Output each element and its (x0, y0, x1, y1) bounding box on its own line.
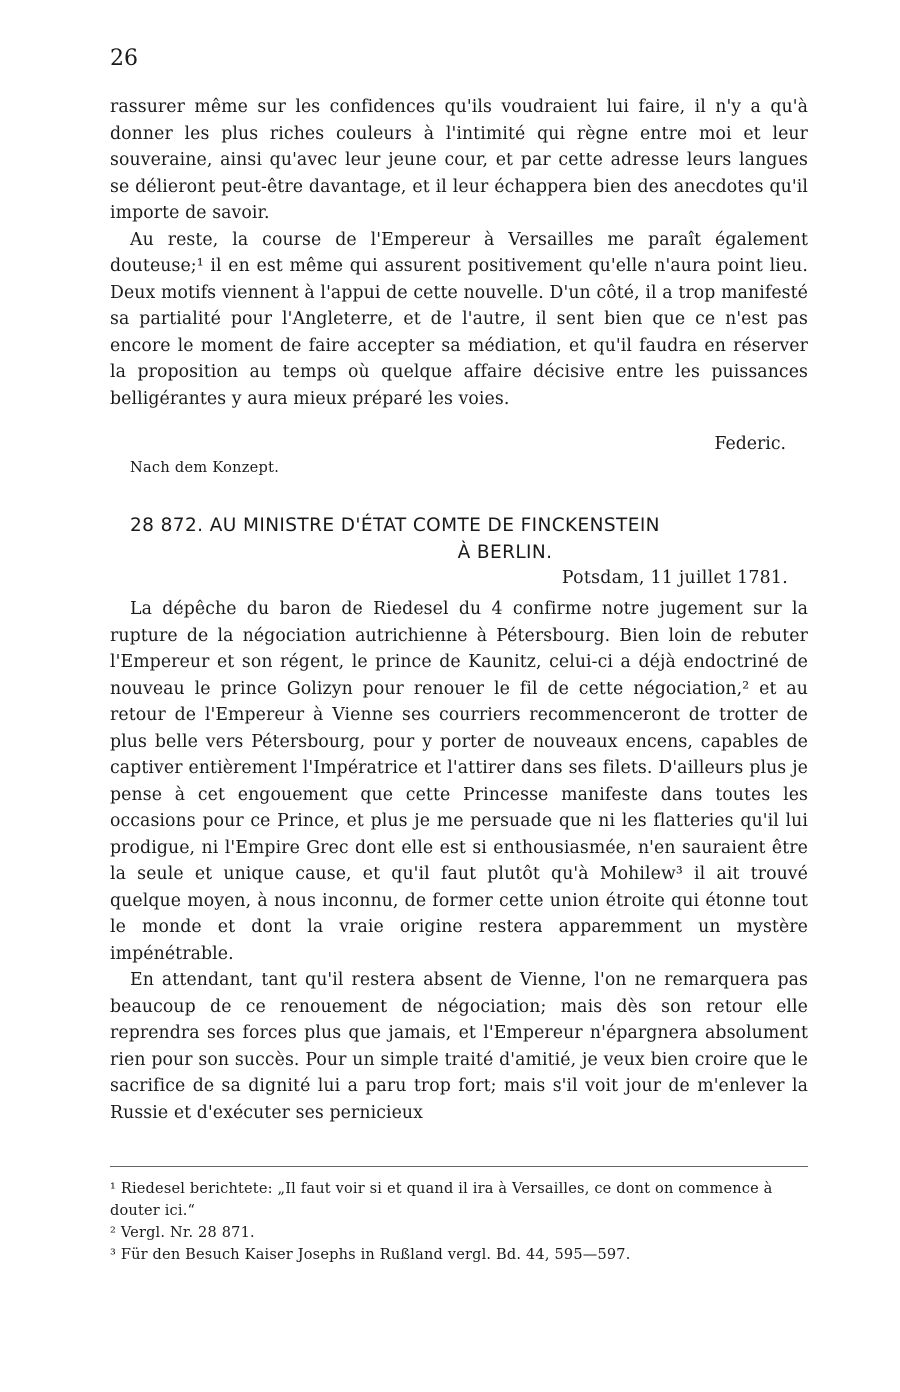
signature: Federic. (714, 434, 786, 454)
continuation-text (110, 94, 808, 412)
footnote: ³ Für den Besuch Kaiser Josephs in Rußland vergl. Bd. 44, 595—597. (110, 1247, 631, 1263)
footnote: ² Vergl. Nr. 28 871. (110, 1225, 255, 1241)
page-number: 26 (110, 46, 138, 71)
heading-line2: À BERLIN. (457, 542, 553, 563)
letter-body (110, 596, 808, 1126)
footnote-rule (110, 1166, 808, 1167)
paragraph: La dépêche du baron de Riedesel du 4 confirme notre jugement sur la rupture de la négociation autrichienne à Pétersbourg. Bien loin de rebuter l'Empereur et son régent, le prince de Kaunitz, celui-ci a déjà endoctriné de nouveau le prince Golizyn pour renouer le fil de cette négociation,² et au retour de l'Empereur à Vienne ses courriers recommenceront de trotter de plus belle vers Pétersbourg, pour y porter de nouveaux encens, capables de captiver entièrement l'Impératrice et l'attirer dans ses filets. D'ailleurs plus je pense à cet engouement que cette Princesse manifeste dans toutes les occasions pour ce Prince, et plus je me persuade que ni les flatteries qu'il lui prodigue, ni l'Empire Grec dont elle est si enthousiasmée, n'en sauraient être la seule et unique cause, et qu'il faut plutôt qu'à Mohilew³ il ait trouvé quelque moyen, à nous inconnu, de former cette union étroite qui étonne tout le monde et dont la vraie origine restera apparemment un mystère impénétrable. (110, 599, 808, 964)
heading-line1: AU MINISTRE D'ÉTAT COMTE DE FINCKENSTEIN (209, 515, 660, 536)
footnotes (110, 1178, 808, 1266)
paragraph: Au reste, la course de l'Empereur à Versailles me paraît également douteuse;¹ il en est même qui assurent positivement qu'elle n'aura point lieu. Deux motifs viennent à l'appui de cette nouvelle. D'un côté, il a trop manifesté sa partialité pour l'Angleterre, et de l'autre, il sent bien que ce n'est pas encore le moment de faire accepter sa médiation, et qu'il faudra en réserver la proposition au temps où quelque affaire décisive entre les puissances belligérantes y aura mieux préparé les voies. (110, 229, 808, 409)
letter-number: 28 872. (130, 515, 204, 536)
source-note: Nach dem Konzept. (130, 460, 280, 476)
paragraph: rassurer même sur les confidences qu'ils voudraient lui faire, il n'y a qu'à donner les plus riches couleurs à l'intimité qui règne entre moi et leur souveraine, ainsi qu'avec leur jeune cour, et par cette adresse leurs langues se délieront peut-être davantage, et il leur échappera bien des anecdotes qu'il importe de savoir. (110, 97, 808, 223)
footnote: ¹ Riedesel berichtete: „Il faut voir si et quand il ira à Versailles, ce dont on commence à douter ici.“ (110, 1181, 773, 1219)
letter-heading (130, 512, 790, 566)
dateline: Potsdam, 11 juillet 1781. (561, 568, 788, 588)
paragraph: En attendant, tant qu'il restera absent de Vienne, l'on ne remarquera pas beaucoup de ce renouement de négociation; mais dès son retour elle reprendra ses forces plus que jamais, et l'Empereur n'épargnera absolument rien pour son succès. Pour un simple traité d'amitié, je veux bien croire que le sacrifice de sa dignité lui a paru trop fort; mais s'il voit jour de m'enlever la Russie et d'exécuter ses pernicieux (110, 970, 808, 1123)
